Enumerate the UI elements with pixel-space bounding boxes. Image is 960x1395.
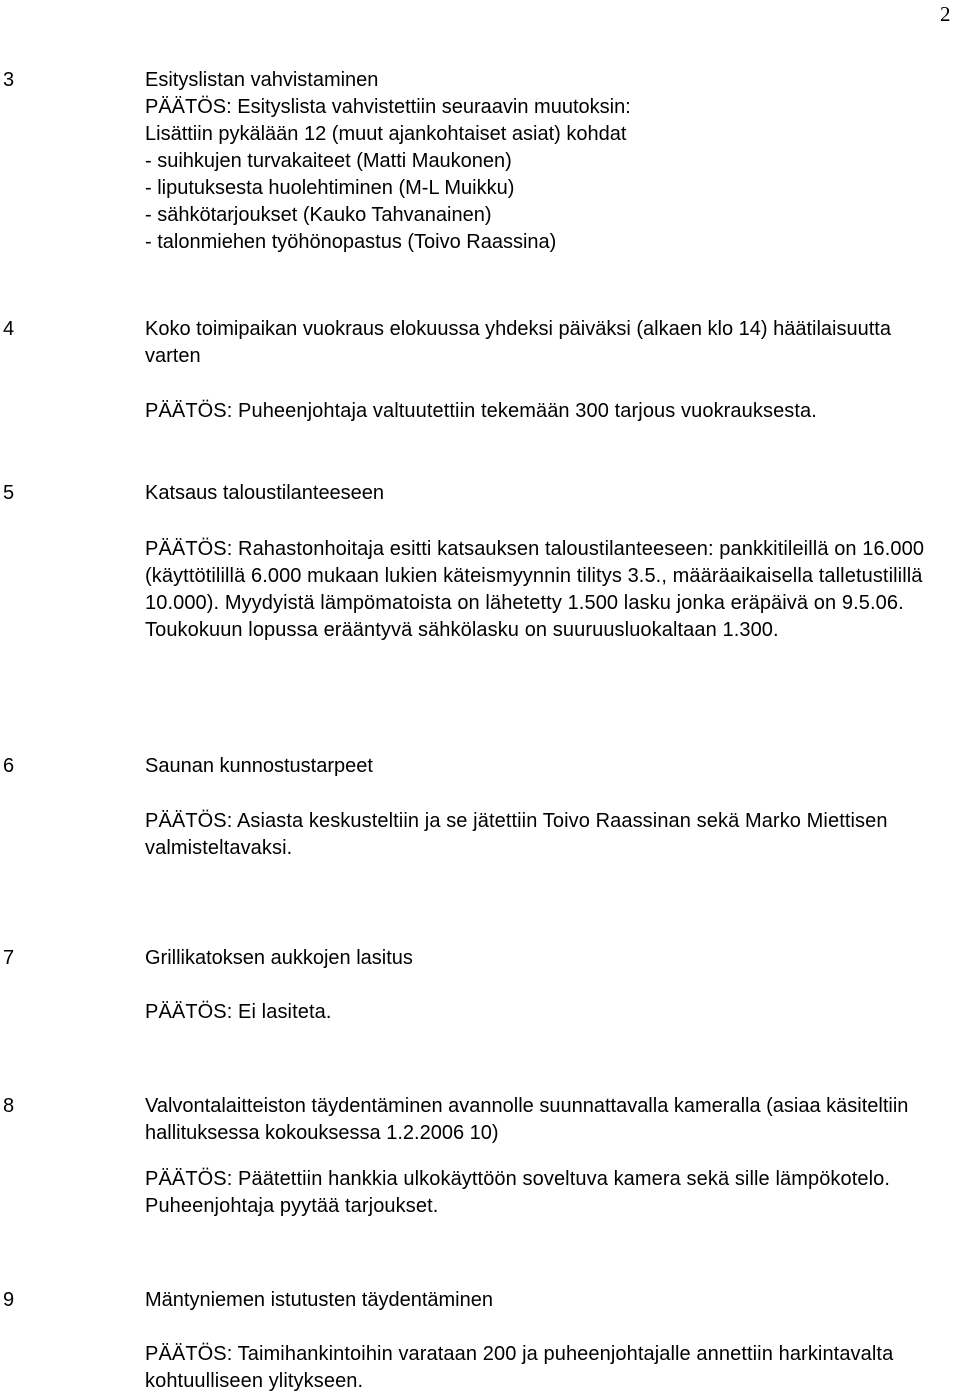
- section-number-3: 3: [3, 69, 15, 91]
- page-number: 2: [940, 2, 951, 26]
- section-title: Esityslistan vahvistaminen: [145, 69, 379, 91]
- section-number-5: 5: [3, 482, 15, 504]
- decision-line: PÄÄTÖS: Esityslista vahvistettiin seuraavin muutoksin:: [145, 96, 631, 118]
- decision-text: PÄÄTÖS: Rahastonhoitaja esitti katsauksen taloustilanteeseen: pankkitileillä on 16.000 (käyttötilillä 6.000 mukaan lukien käteismyynnin tilitys 3.5., määräaikaisella talletustilillä 10.000). Myydyistä lämpömatoista on lähetetty 1.500 lasku jonka eräpäivä on 9.5.06. Toukokuun lopussa erääntyvä sähkölasku on suuruusluokaltaan 1.300.: [145, 538, 925, 641]
- section-number-7: 7: [3, 947, 15, 969]
- section-title: Katsaus taloustilanteeseen: [145, 482, 385, 504]
- decision-text: PÄÄTÖS: Päätettiin hankkia ulkokäyttöön soveltuva kamera sekä sille lämpökotelo. Puheenjohtaja pyytää tarjoukset.: [145, 1168, 891, 1217]
- section-4-decision: [145, 398, 955, 425]
- section-8-decision: [145, 1166, 905, 1220]
- section-7-decision: [145, 999, 955, 1026]
- section-title: Saunan kunnostustarpeet: [145, 755, 373, 777]
- section-number-8: 8: [3, 1095, 15, 1117]
- list-item: - liputuksesta huolehtiminen (M-L Muikku): [145, 177, 515, 199]
- section-title: Valvontalaitteiston täydentäminen avannolle suunnattavalla kameralla (asiaa käsiteltiin hallituksessa kokouksessa 1.2.2006 10): [145, 1095, 909, 1144]
- decision-text: PÄÄTÖS: Puheenjohtaja valtuutettiin tekemään 300 tarjous vuokrauksesta.: [145, 400, 817, 422]
- list-item: - suihkujen turvakaiteet (Matti Maukonen): [145, 150, 512, 172]
- list-item: - sähkötarjoukset (Kauko Tahvanainen): [145, 204, 492, 226]
- list-item: - talonmiehen työhönopastus (Toivo Raassina): [145, 231, 557, 253]
- section-9: [145, 1287, 955, 1314]
- decision-text: PÄÄTÖS: Ei lasiteta.: [145, 1001, 332, 1023]
- section-title: Grillikatoksen aukkojen lasitus: [145, 947, 413, 969]
- decision-text: PÄÄTÖS: Taimihankintoihin varataan 200 ja puheenjohtajalle annettiin harkintavalta kohtuulliseen ylitykseen.: [145, 1343, 894, 1392]
- section-number-4: 4: [3, 318, 15, 340]
- text-line: Lisättiin pykälään 12 (muut ajankohtaiset asiat) kohdat: [145, 123, 627, 145]
- section-title: Mäntyniemen istutusten täydentäminen: [145, 1289, 493, 1311]
- section-number-9: 9: [3, 1289, 15, 1311]
- decision-text: PÄÄTÖS: Asiasta keskusteltiin ja se jätettiin Toivo Raassinan sekä Marko Miettisen valmisteltavaksi.: [145, 810, 888, 859]
- section-4: [145, 316, 905, 370]
- section-number-6: 6: [3, 755, 15, 777]
- section-6: [145, 753, 955, 780]
- section-title: Koko toimipaikan vuokraus elokuussa yhdeksi päiväksi (alkaen klo 14) häätilaisuutta varten: [145, 318, 891, 367]
- section-8: [145, 1093, 955, 1147]
- section-5-decision: [145, 536, 957, 644]
- section-7: [145, 945, 955, 972]
- section-9-decision: [145, 1341, 935, 1395]
- section-6-decision: [145, 808, 945, 862]
- section-5: [145, 480, 955, 507]
- section-3: [145, 67, 955, 256]
